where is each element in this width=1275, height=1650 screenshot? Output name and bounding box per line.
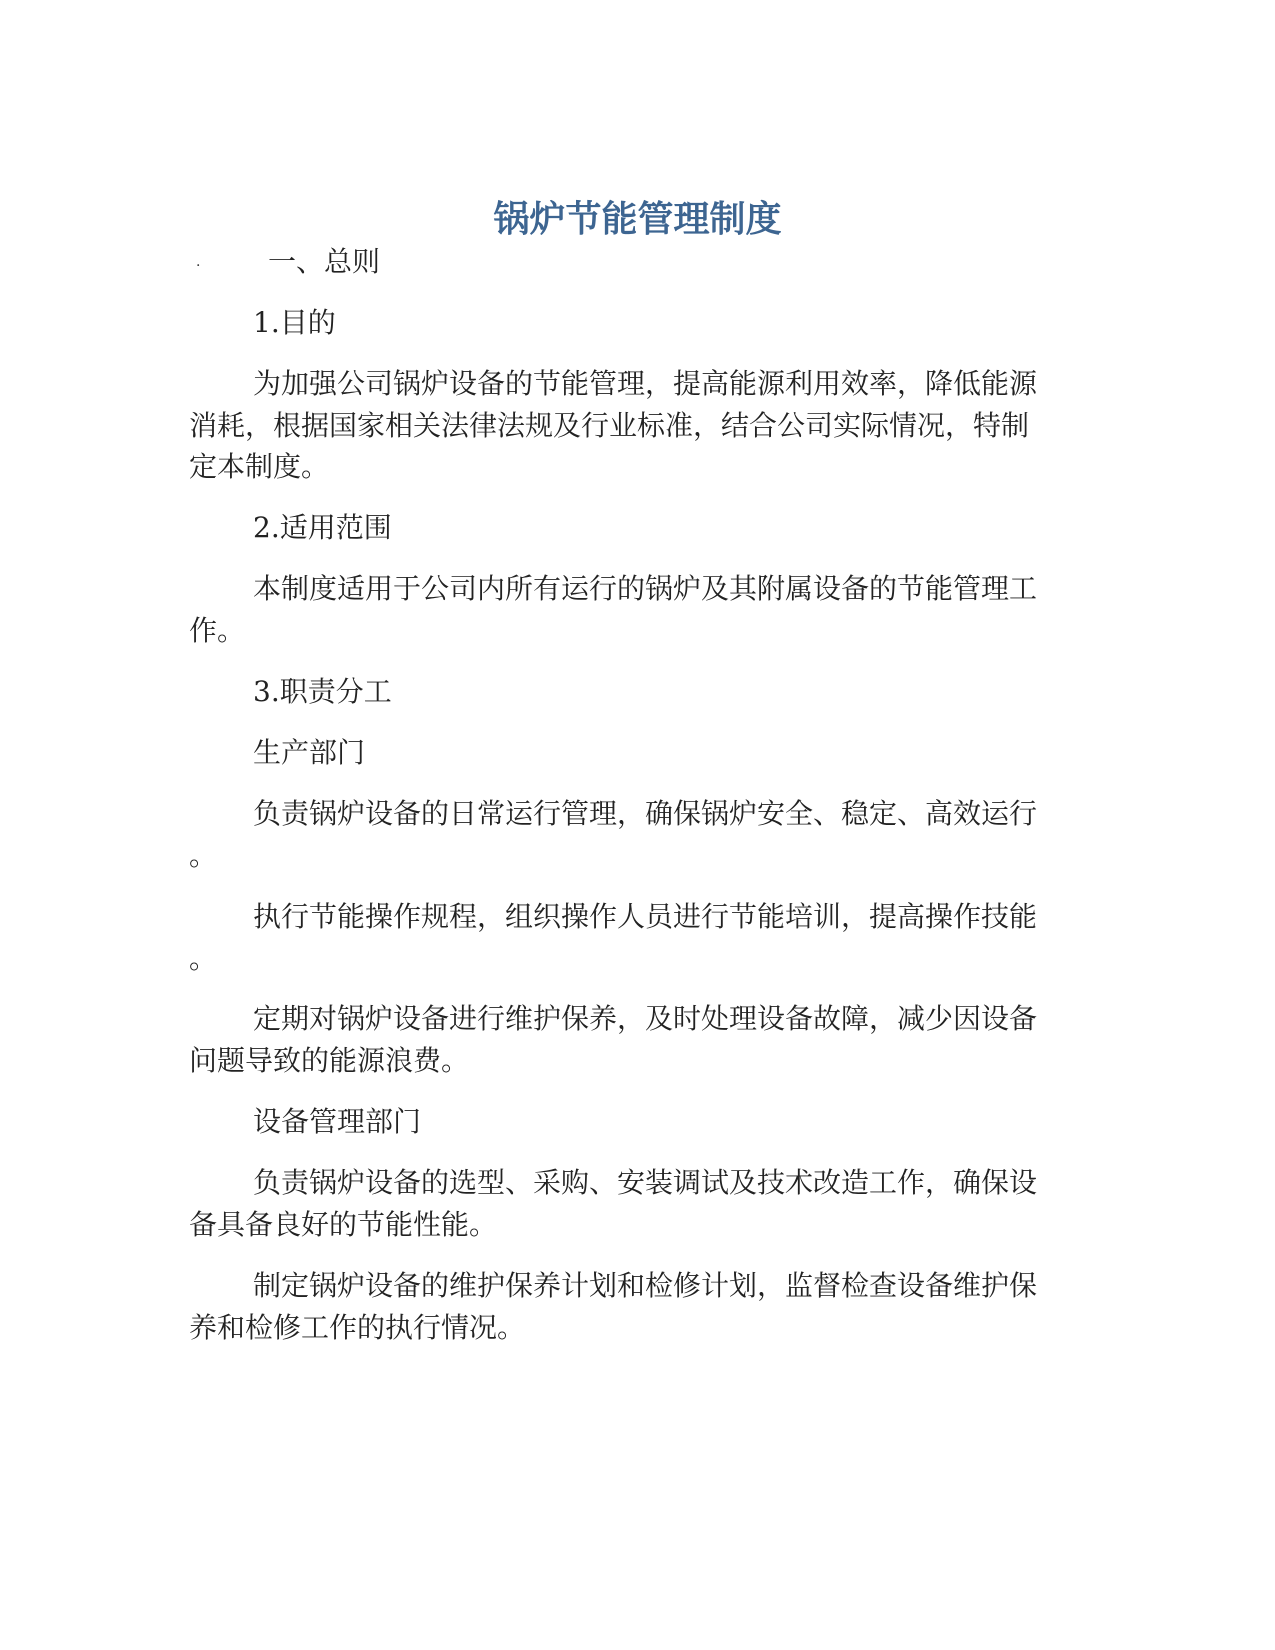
purpose-text-line: 消耗，根据国家相关法律法规及行业标准，结合公司实际情况，特制 <box>189 409 1030 442</box>
scope-heading: 2.适用范围 <box>253 511 392 544</box>
production-duty-line: 。 <box>189 942 218 975</box>
purpose-heading: 1.目的 <box>253 306 336 339</box>
equipment-dept-heading: 设备管理部门 <box>253 1105 422 1138</box>
section-heading: 一、总则 <box>268 245 381 278</box>
production-duty-line: 执行节能操作规程，组织操作人员进行节能培训，提高操作技能 <box>253 900 1038 933</box>
duties-heading: 3.职责分工 <box>253 675 392 708</box>
scope-text-line: 本制度适用于公司内所有运行的锅炉及其附属设备的节能管理工 <box>253 572 1038 605</box>
equipment-duty-line: 负责锅炉设备的选型、采购、安装调试及技术改造工作，确保设 <box>253 1166 1038 1199</box>
production-dept-heading: 生产部门 <box>253 736 366 769</box>
purpose-text-line: 定本制度。 <box>189 450 330 483</box>
scope-text-line: 作。 <box>189 614 246 647</box>
document-title: 锅炉节能管理制度 <box>493 199 782 240</box>
equipment-duty-line: 备具备良好的节能性能。 <box>189 1208 498 1241</box>
production-duty-line: 问题导致的能源浪费。 <box>189 1044 470 1077</box>
bullet-mark: · <box>196 258 201 274</box>
production-duty-line: 定期对锅炉设备进行维护保养，及时处理设备故障，减少因设备 <box>253 1002 1038 1035</box>
production-duty-line: 负责锅炉设备的日常运行管理，确保锅炉安全、稳定、高效运行 <box>253 797 1038 830</box>
production-duty-line: 。 <box>189 839 218 872</box>
equipment-duty-line: 养和检修工作的执行情况。 <box>189 1311 526 1344</box>
purpose-text-line: 为加强公司锅炉设备的节能管理，提高能源利用效率，降低能源 <box>253 367 1038 400</box>
equipment-duty-line: 制定锅炉设备的维护保养计划和检修计划，监督检查设备维护保 <box>253 1269 1038 1302</box>
